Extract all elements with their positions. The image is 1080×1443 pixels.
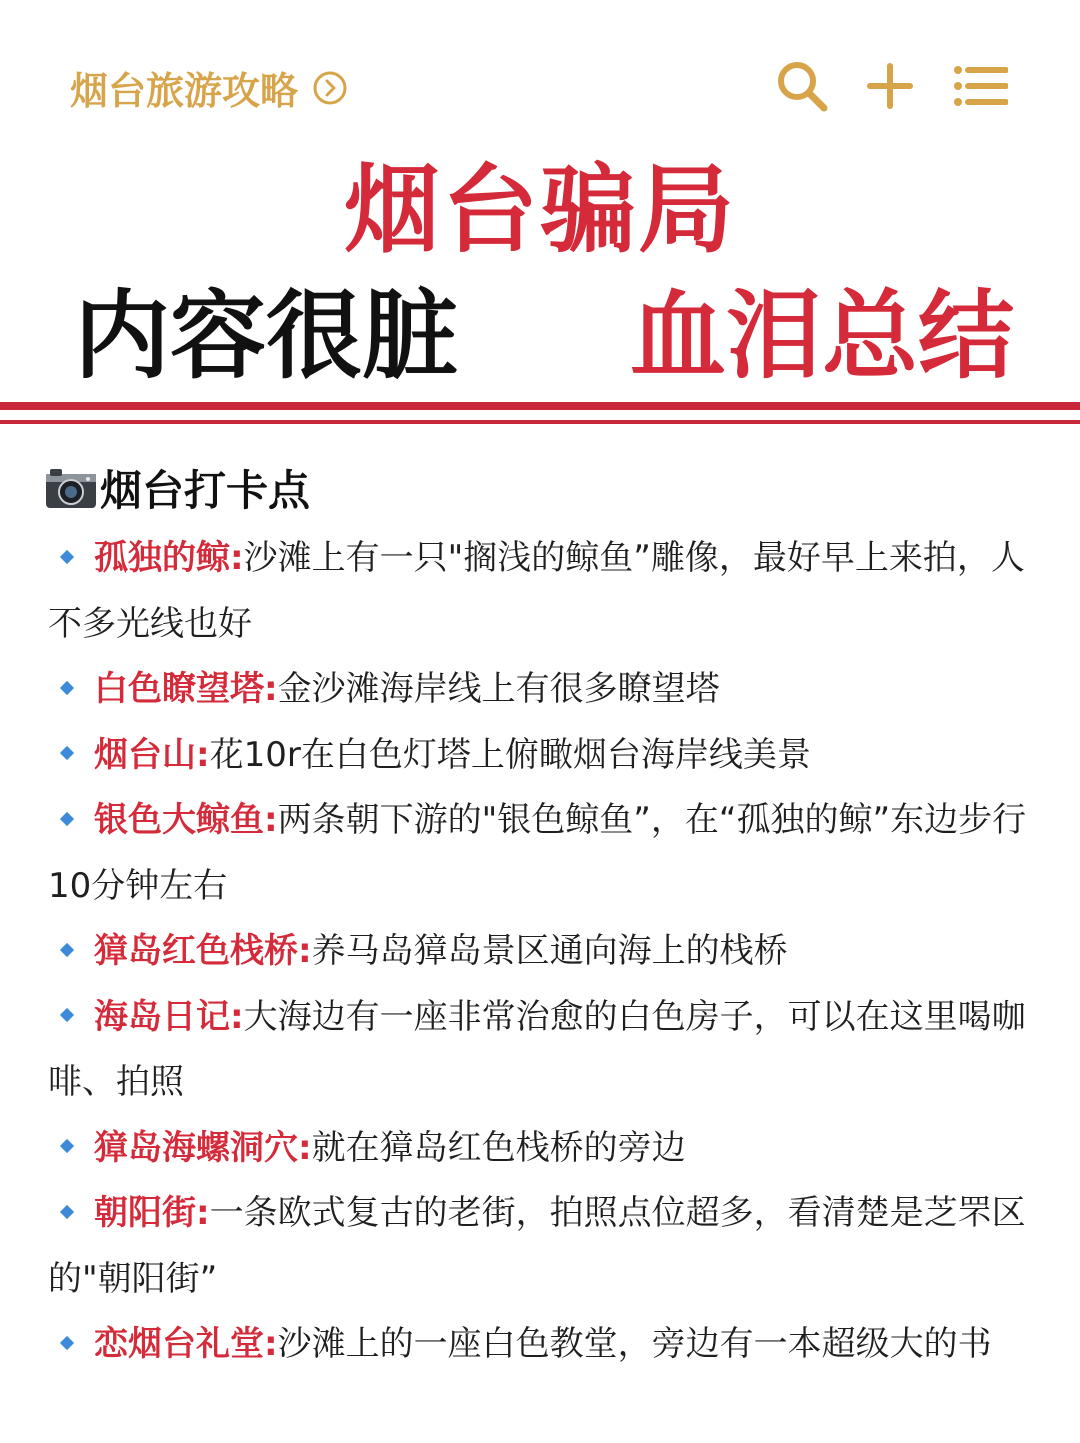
list-menu-icon[interactable] (952, 58, 1008, 114)
spot-description: 金沙滩海岸线上有很多瞭望塔 (277, 669, 720, 709)
spot-name: 白色瞭望塔: (94, 669, 278, 709)
note-title-text: 烟台旅游攻略 (70, 69, 299, 113)
spot-description: 沙滩上有一只"搁浅的鲸鱼”雕像，最好早上来拍，人不多光线也好 (48, 538, 1025, 644)
spot-name: 海岛日记: (94, 996, 244, 1037)
spot-item (48, 788, 1038, 919)
spot-item (48, 526, 1038, 657)
divider-thick (0, 402, 1080, 410)
spot-name: 獐岛海螺洞穴: (94, 1127, 312, 1168)
search-icon[interactable] (774, 58, 830, 114)
note-title-link[interactable] (70, 60, 348, 115)
spot-description: 花10r在白色灯塔上俯瞰烟台海岸线美景 (209, 734, 811, 775)
section-title: 烟台打卡点 (100, 466, 311, 515)
headline-subtitle-left: 内容很脏 (74, 280, 458, 392)
top-bar (0, 0, 1080, 150)
headline-title: 烟台骗局 (344, 154, 736, 266)
blue-diamond-bullet-icon (60, 549, 74, 563)
spot-name: 恋烟台礼堂: (94, 1324, 278, 1364)
divider-thin (0, 420, 1080, 424)
spot-item (48, 723, 1038, 789)
spot-item (48, 1181, 1038, 1312)
spot-name: 烟台山: (94, 734, 210, 775)
blue-diamond-bullet-icon (60, 942, 74, 956)
spot-name: 孤独的鲸: (94, 538, 244, 578)
spot-name: 银色大鲸鱼: (94, 800, 278, 840)
spot-name: 朝阳街: (94, 1193, 210, 1233)
circle-chevron-right-icon (312, 70, 348, 106)
spot-item (48, 1116, 1038, 1182)
section-heading (44, 458, 310, 518)
blue-diamond-bullet-icon (60, 746, 74, 760)
spot-description: 一条欧式复古的老街，拍照点位超多，看清楚是芝罘区的"朝阳街” (48, 1193, 1026, 1299)
headline-subtitle-right: 血泪总结 (630, 280, 1014, 392)
plus-icon[interactable] (862, 58, 918, 114)
blue-diamond-bullet-icon (60, 1204, 74, 1218)
blue-diamond-bullet-icon (60, 1139, 74, 1153)
spot-item (48, 1312, 1038, 1378)
spot-item (48, 985, 1038, 1116)
camera-icon (44, 466, 98, 510)
spot-list (48, 526, 1038, 1378)
blue-diamond-bullet-icon (60, 1008, 74, 1022)
spot-description: 两条朝下游的"银色鲸鱼”，在“孤独的鲸”东边步行10分钟左右 (48, 800, 1027, 906)
spot-item (48, 919, 1038, 985)
spot-name: 獐岛红色栈桥: (94, 931, 312, 971)
blue-diamond-bullet-icon (60, 680, 74, 694)
headline-subtitle (74, 276, 1014, 396)
spot-description: 养马岛獐岛景区通向海上的栈桥 (311, 931, 788, 971)
spot-description: 就在獐岛红色栈桥的旁边 (311, 1127, 686, 1168)
blue-diamond-bullet-icon (60, 811, 74, 825)
spot-description: 沙滩上的一座白色教堂，旁边有一本超级大的书 (277, 1324, 992, 1364)
spot-description: 大海边有一座非常治愈的白色房子，可以在这里喝咖啡、拍照 (48, 996, 1026, 1102)
blue-diamond-bullet-icon (60, 1335, 74, 1349)
spot-item (48, 657, 1038, 723)
